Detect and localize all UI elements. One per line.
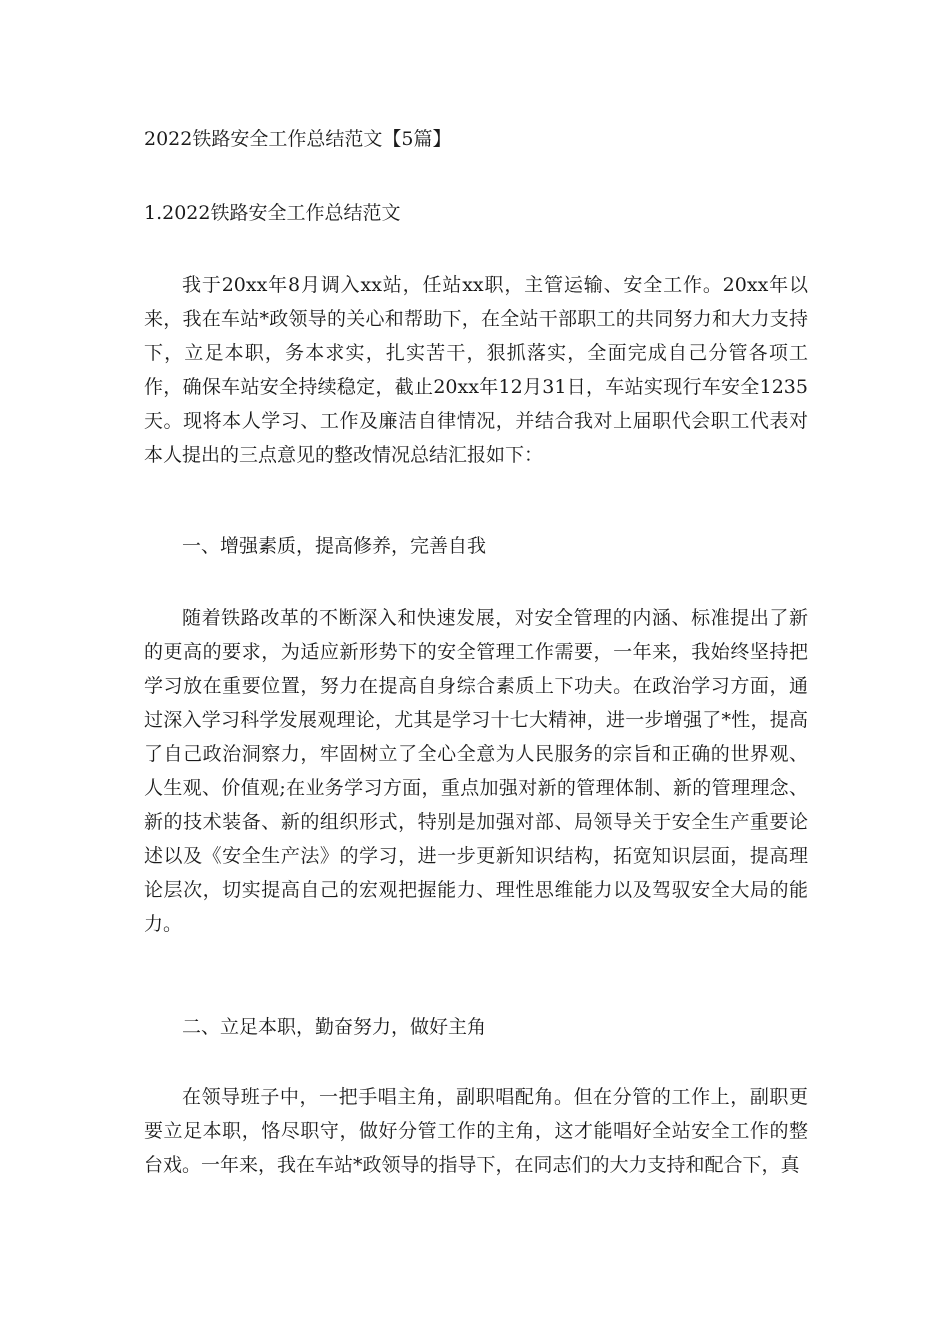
body-paragraph: 我于20xx年8月调入xx站，任站xx职，主管运输、安全工作。20xx年以来，我在车站*政领导的关心和帮助下，在全站干部职工的共同努力和大力支持下，立足本职，务本求实，扎实苦干，狠抓落实，全面完成自己分管各项工作，确保车站安全持续稳定，截止20xx年12月31日，车站实现行车安全1235天。现将本人学习、工作及廉洁自律情况，并结合我对上届职代会职工代表对本人提出的三点意见的整改情况总结汇报如下： [144, 274, 808, 466]
subsection-heading: 一、增强素质，提高修养，完善自我 [182, 535, 487, 557]
body-paragraph: 在领导班子中，一把手唱主角，副职唱配角。但在分管的工作上，副职更要立足本职，恪尽职守，做好分管工作的主角，这才能唱好全站安全工作的整台戏。一年来，我在车站*政领导的指导下，在同志们的大力支持和配合下，真 [144, 1086, 808, 1176]
subsection-heading: 二、立足本职，勤奋努力，做好主角 [182, 1016, 487, 1038]
section-title: 1.2022铁路安全工作总结范文 [144, 202, 401, 224]
body-paragraph: 随着铁路改革的不断深入和快速发展，对安全管理的内涵、标准提出了新的更高的要求，为适应新形势下的安全管理工作需要，一年来，我始终坚持把学习放在重要位置，努力在提高自身综合素质上下功夫。在政治学习方面，通过深入学习科学发展观理论，尤其是学习十七大精神，进一步增强了*性，提高了自己政治洞察力，牢固树立了全心全意为人民服务的宗旨和正确的世界观、人生观、价值观;在业务学习方面，重点加强对新的管理体制、新的管理理念、新的技术装备、新的组织形式，特别是加强对部、局领导关于安全生产重要论述以及《安全生产法》的学习，进一步更新知识结构，拓宽知识层面，提高理论层次，切实提高自己的宏观把握能力、理性思维能力以及驾驭安全大局的能力。 [144, 607, 808, 935]
document-title: 2022铁路安全工作总结范文【5篇】 [144, 128, 452, 150]
